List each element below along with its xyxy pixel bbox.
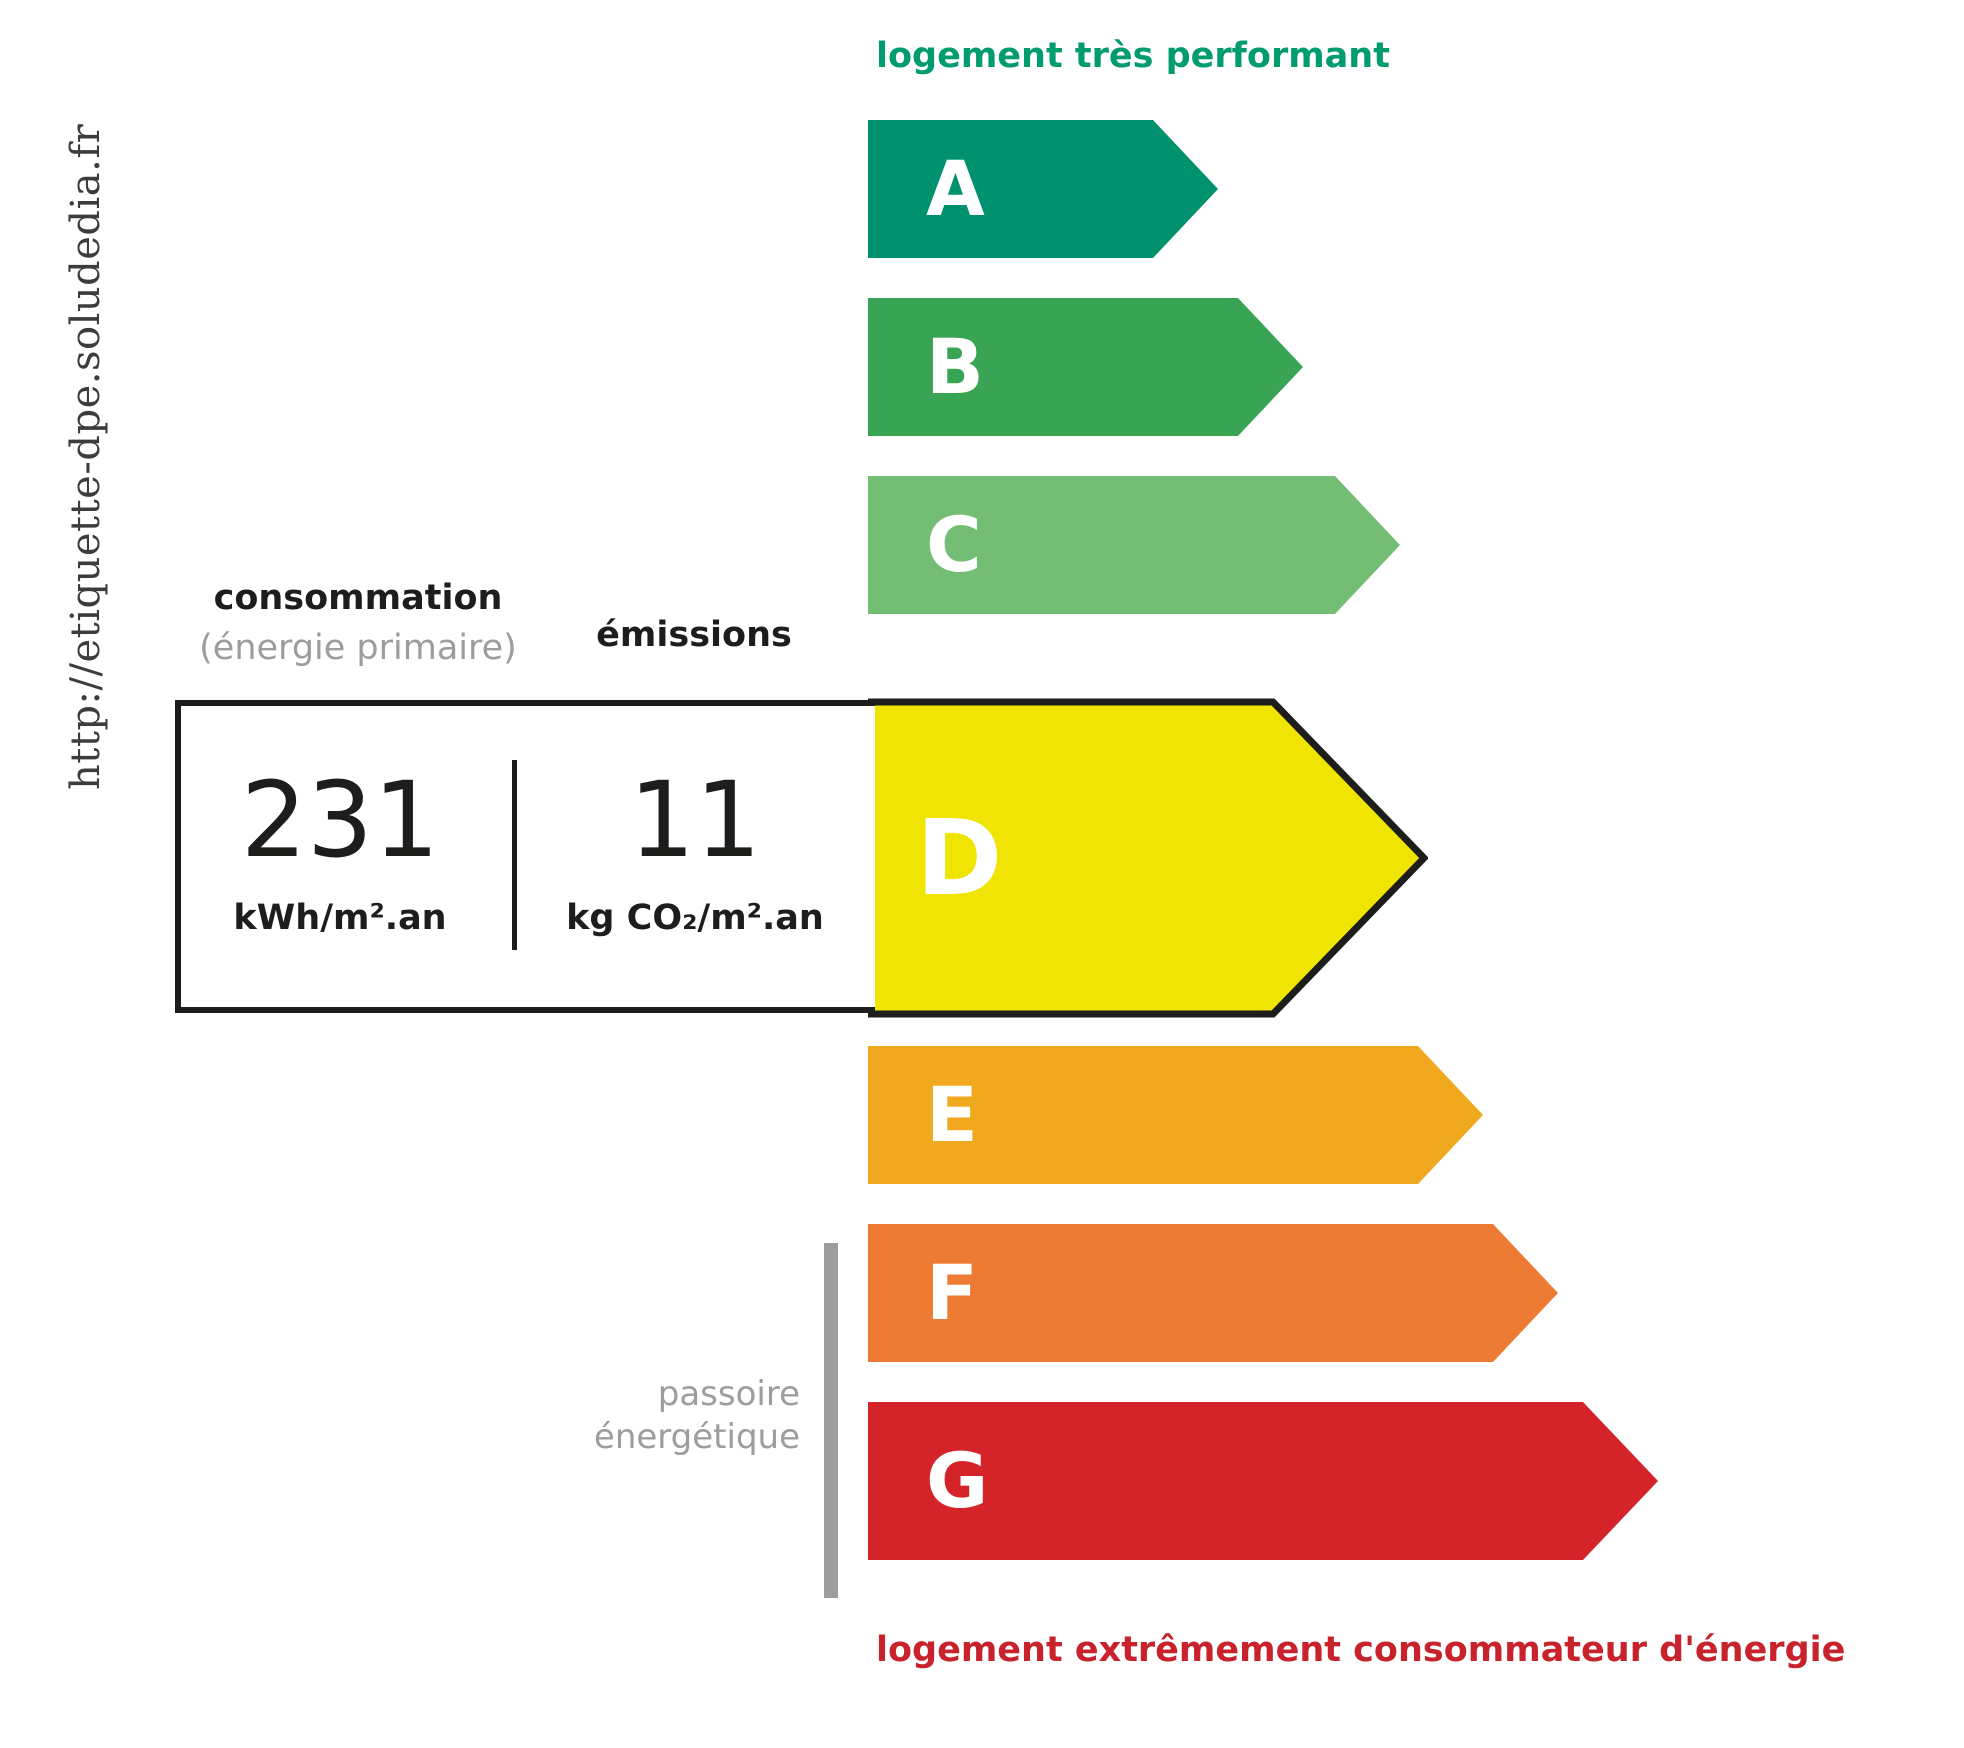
grade-letter-c: C [926,500,982,589]
passoire-label-line2: énergétique [593,1416,800,1457]
grade-bar-f[interactable] [868,1224,1558,1362]
passoire-label [470,1373,800,1458]
grade-bar-g[interactable] [868,1402,1658,1560]
grade-letter-f: F [926,1248,978,1337]
consumption-value-block [180,759,500,938]
grade-letter-g: G [926,1436,989,1525]
grade-bar-c[interactable] [868,476,1400,614]
grade-letter-e: E [926,1070,978,1159]
emissions-value-block [530,759,860,938]
caption-bottom-consumption: logement extrêmement consommateur d'énergie [876,1630,1846,1670]
consumption-value: 231 [240,759,440,881]
emissions-unit: kg CO₂/m².an [566,898,824,938]
grade-bar-d-selected[interactable] [868,698,1428,1018]
passoire-label-line1: passoire [657,1374,800,1414]
consumption-header-subtitle: (énergie primaire) [199,628,517,668]
grade-bar-e[interactable] [868,1046,1483,1184]
grade-bar-a[interactable] [868,120,1218,258]
grade-letter-a: A [926,144,985,233]
caption-top-performance: logement très performant [876,36,1390,76]
emissions-header-title: émissions [596,615,792,655]
passoire-indicator-bar [824,1243,838,1598]
grade-bar-b[interactable] [868,298,1303,436]
grade-letter-b: B [926,322,984,411]
grade-letter-d: D [916,797,1003,919]
values-divider [512,760,517,950]
source-url-vertical: http://etiquette-dpe.soludedia.fr [63,123,109,790]
emissions-value: 11 [628,759,762,881]
consumption-header-title: consommation [213,578,503,618]
consumption-unit: kWh/m².an [233,898,447,938]
